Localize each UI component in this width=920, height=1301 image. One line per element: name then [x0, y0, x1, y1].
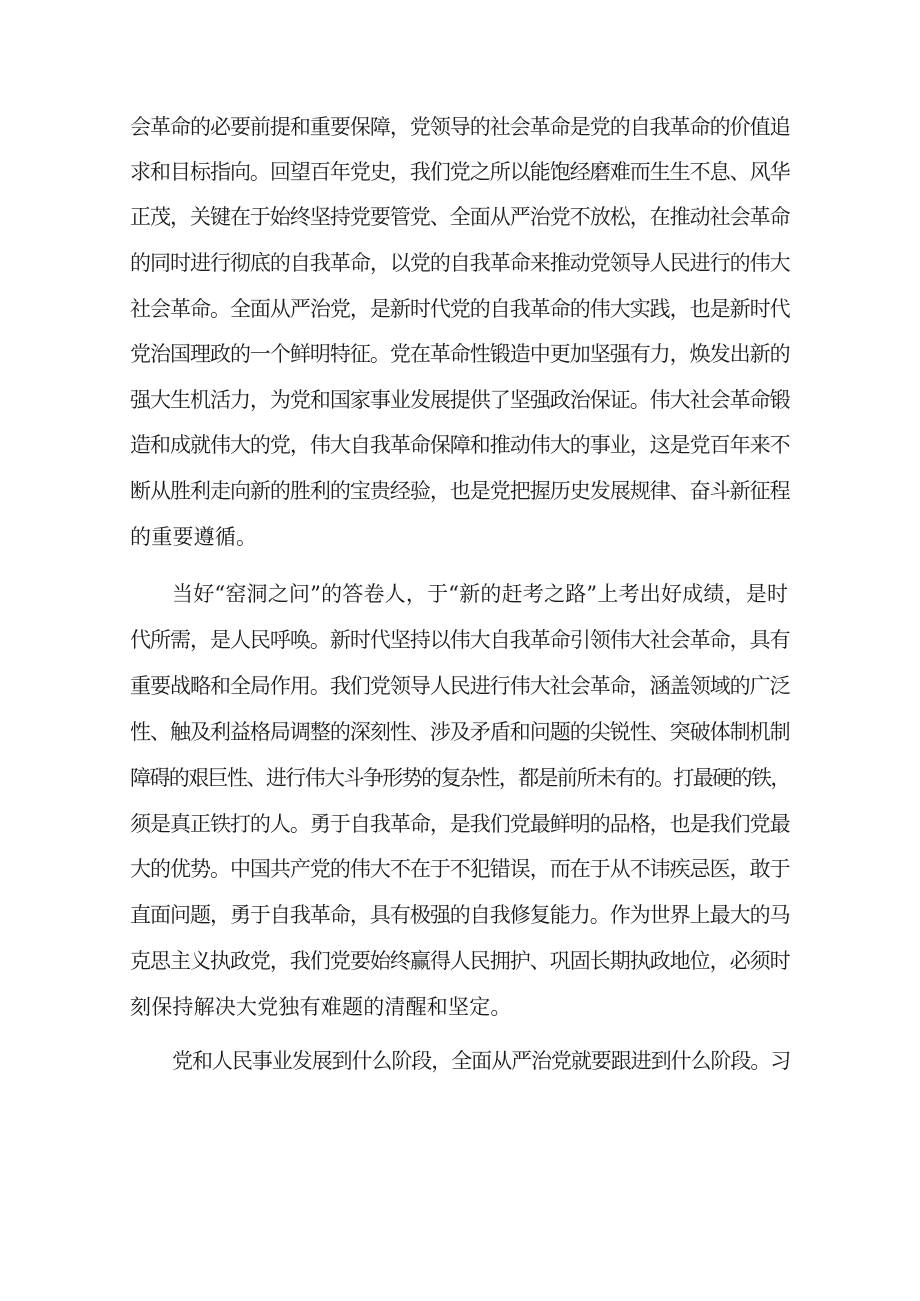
paragraph-line: 会革命的必要前提和重要保障，党领导的社会革命是党的自我革命的价值追 [130, 115, 790, 139]
paragraph-line: 正茂，关键在于始终坚持党要管党、全面从严治党不放松，在推动社会革命 [130, 205, 790, 229]
paragraph-line: 社会革命。全面从严治党，是新时代党的自我革命的伟大实践，也是新时代 [130, 297, 790, 321]
paragraph-line: 断从胜利走向新的胜利的宝贵经验，也是党把握历史发展规律、奋斗新征程 [130, 479, 790, 503]
paragraph-line: 造和成就伟大的党，伟大自我革命保障和推动伟大的事业，这是党百年来不 [130, 433, 790, 457]
paragraph-line: 党治国理政的一个鲜明特征。党在革命性锻造中更加坚强有力，焕发出新的 [130, 342, 790, 366]
paragraph-line: 代所需，是人民呼唤。新时代坚持以伟大自我革命引领伟大社会革命，具有 [130, 628, 790, 652]
paragraph-line: 强大生机活力，为党和国家事业发展提供了坚强政治保证。伟大社会革命锻 [130, 388, 790, 412]
paragraph-line: 须是真正铁打的人。勇于自我革命，是我们党最鲜明的品格，也是我们党最 [130, 812, 790, 836]
paragraph-line: 党和人民事业发展到什么阶段，全面从严治党就要跟进到什么阶段。习 [172, 1049, 791, 1073]
paragraph-line: 性、触及利益格局调整的深刻性、涉及矛盾和问题的尖锐性、突破体制机制 [130, 720, 790, 744]
paragraph-line: 障碍的艰巨性、进行伟大斗争形势的复杂性，都是前所未有的。打最硬的铁， [130, 766, 790, 790]
paragraph-line: 当好“窑洞之问”的答卷人，于“新的赶考之路”上考出好成绩，是时 [172, 582, 789, 606]
paragraph-line: 的同时进行彻底的自我革命，以党的自我革命来推动党领导人民进行的伟大 [130, 251, 790, 275]
paragraph-line: 重要战略和全局作用。我们党领导人民进行伟大社会革命，涵盖领域的广泛 [130, 674, 790, 698]
paragraph-line: 的重要遵循。 [130, 525, 258, 549]
paragraph-line: 大的优势。中国共产党的伟大不在于不犯错误，而在于从不讳疾忌医，敢于 [130, 857, 790, 881]
paragraph-line: 刻保持解决大党独有难题的清醒和坚定。 [130, 995, 512, 1019]
paragraph-line: 直面问题，勇于自我革命，具有极强的自我修复能力。作为世界上最大的马 [130, 903, 790, 927]
paragraph-line: 求和目标指向。回望百年党史，我们党之所以能饱经磨难而生生不息、风华 [130, 160, 790, 184]
paragraph-line: 克思主义执政党，我们党要始终赢得人民拥护、巩固长期执政地位，必须时 [130, 949, 790, 973]
